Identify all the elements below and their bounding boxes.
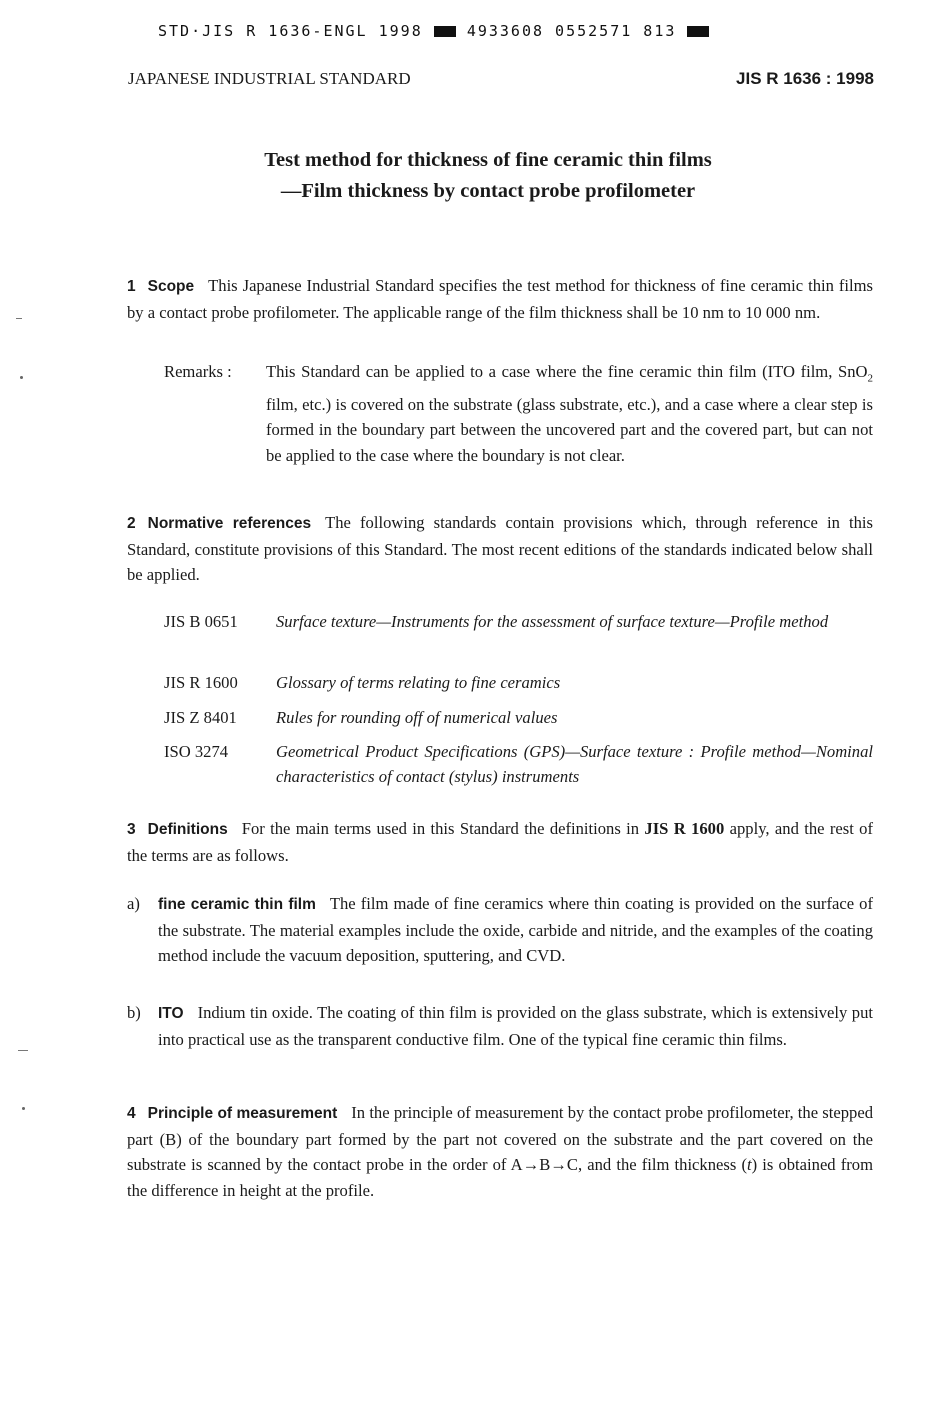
reference-code: ISO 3274 [164, 742, 229, 761]
reference-title: Glossary of terms relating to fine ceramics [276, 673, 561, 692]
item-marker: a) [127, 894, 140, 913]
definition-term: ITO [158, 1005, 184, 1022]
reference-code: JIS Z 8401 [164, 708, 237, 727]
reference-item [164, 609, 873, 634]
section-normative-references [127, 510, 873, 588]
section-text: The following standards contain provisions which, through reference in this Standard, constitute provisions of this Standard. The most recent editions of the standards indicated below shall be applied. [127, 513, 873, 584]
section-scope [127, 273, 873, 325]
reference-title: Geometrical Product Specifications (GPS)—Surface texture : Profile method—Nominal characteristics of contact (stylus) instruments [276, 742, 873, 786]
code-line-part1: STD·JIS R 1636-ENGL 1998 [158, 22, 423, 40]
reference-item [164, 670, 873, 695]
redaction-block-2 [687, 26, 709, 37]
section-number: 2 [127, 515, 136, 532]
thickness-variable: t [746, 1155, 752, 1174]
reference-item [164, 705, 873, 730]
section-title: Definitions [147, 821, 228, 838]
definition-text: Indium tin oxide. The coating of thin film is provided on the glass substrate, which is extensively put into practical use as the transparent conductive film. One of the typical fine ceramic thin films. [158, 1003, 873, 1049]
remarks-text: This Standard can be applied to a case where the fine ceramic thin film (ITO film, SnO$_2$ film, etc.) is covered on the substrate (glass substrate, etc.), and a case where a clear step is formed in the boundary part between the uncovered part and the covered part, but can not be applied to the case where the boundary is not clear. [266, 362, 873, 465]
scan-speck [22, 1107, 25, 1110]
definition-item [127, 1000, 873, 1052]
document-title [0, 145, 950, 207]
standard-number: JIS R 1636 : 1998 [736, 69, 874, 88]
section-number: 1 [127, 278, 136, 295]
scan-speck [20, 376, 23, 379]
scan-mark [18, 1050, 28, 1051]
definition-item [127, 891, 873, 969]
title-line-2: —Film thickness by contact probe profilometer [280, 180, 696, 202]
title-line-1: Test method for thickness of fine ceramic thin films [264, 149, 712, 171]
section-text: For the main terms used in this Standard the definitions in [241, 819, 640, 838]
definition-text: The film made of fine ceramics where thin coating is provided on the surface of the substrate. The material examples include the oxide, carbide and nitride, and the examples of the coating method include the vacuum deposition, sputtering, and CVD. [158, 894, 873, 965]
reference-item [164, 739, 873, 789]
document-code-line [158, 22, 709, 40]
section-text-cont: ) is obtained from the difference in height at the profile. [127, 1155, 873, 1200]
section-text: This Japanese Industrial Standard specifies the test method for thickness of fine ceramic thin films by a contact probe profilometer. The applicable range of the film thickness shall be 10 nm to 10 000 nm. [127, 276, 873, 322]
section-text: In the principle of measurement by the contact probe profilometer, the stepped part (B) of the boundary part formed by the part not covered on the substrate and the part covered on the substrate is scanned by the contact probe in the order of A→B→C, and the film thickness ( [127, 1103, 873, 1174]
definitions-reference: JIS R 1600 [644, 819, 725, 838]
remarks-label: Remarks : [164, 362, 232, 381]
reference-title: Surface texture—Instruments for the assessment of surface texture—Profile method [276, 612, 829, 631]
definition-term: fine ceramic thin film [158, 896, 316, 913]
organization-label: JAPANESE INDUSTRIAL STANDARD [128, 69, 411, 88]
scan-mark [16, 318, 22, 319]
redaction-block-1 [434, 26, 456, 37]
section-title: Normative references [147, 515, 312, 532]
section-principle [127, 1100, 873, 1203]
section-number: 4 [127, 1105, 136, 1122]
code-line-part2: 4933608 0552571 813 [466, 22, 677, 40]
reference-title: Rules for rounding off of numerical values [276, 708, 558, 727]
section-text-cont: apply, and the rest of the terms are as follows. [127, 819, 873, 865]
section-title: Scope [147, 278, 195, 295]
section-title: Principle of measurement [147, 1105, 338, 1122]
section-definitions [127, 816, 873, 868]
scope-remarks [164, 359, 873, 468]
reference-code: JIS B 0651 [164, 612, 238, 631]
reference-code: JIS R 1600 [164, 673, 238, 692]
section-number: 3 [127, 821, 136, 838]
item-marker: b) [127, 1003, 141, 1022]
